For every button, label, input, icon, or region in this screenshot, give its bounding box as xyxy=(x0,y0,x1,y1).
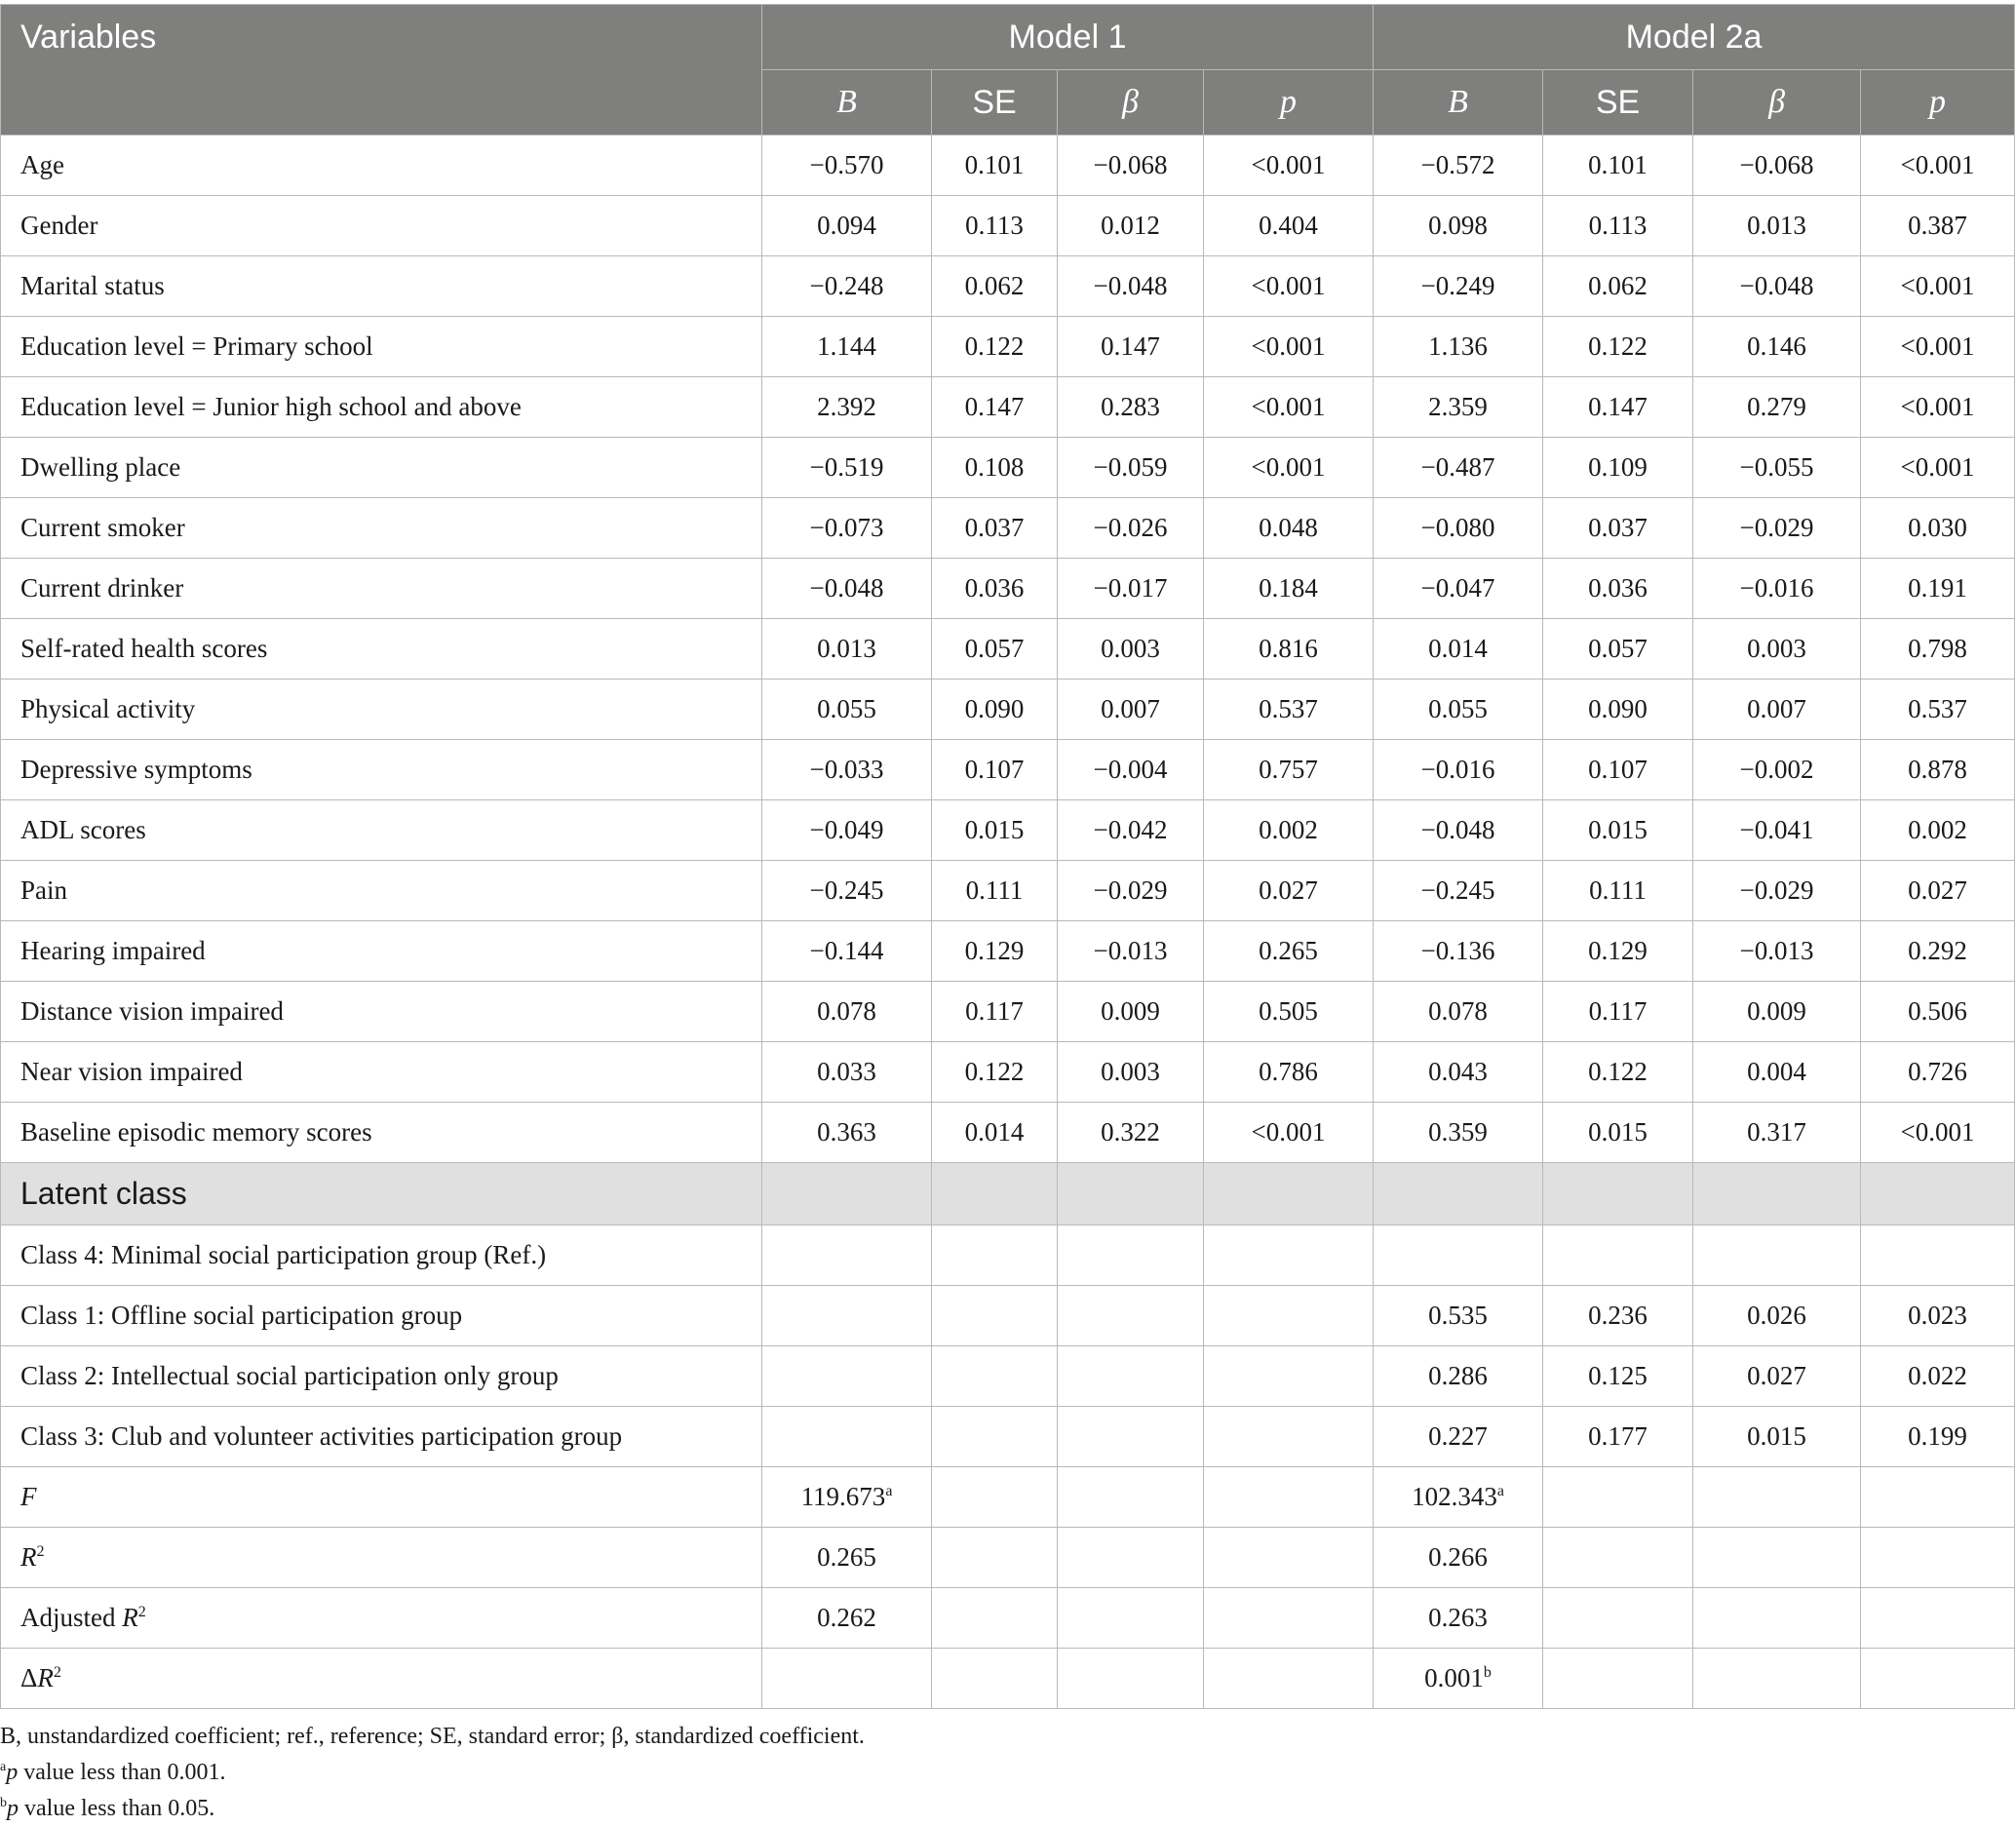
m2-p-header: p xyxy=(1861,70,2015,136)
m2-beta-header: β xyxy=(1693,70,1861,136)
cell-value: 0.537 xyxy=(1204,680,1374,740)
cell-value: 0.098 xyxy=(1374,196,1543,256)
table-row xyxy=(1,1407,2015,1467)
cell-value: 0.757 xyxy=(1204,740,1374,800)
cell-value: 0.227 xyxy=(1374,1407,1543,1467)
cell-value: <0.001 xyxy=(1861,1103,2015,1163)
adjusted-r2-row-model1: 0.262 xyxy=(762,1588,932,1649)
cell-value: 0.002 xyxy=(1204,800,1374,861)
cell-value: 0.113 xyxy=(932,196,1058,256)
row-label: Education level = Primary school xyxy=(1,317,762,377)
r2-row-model2: 0.266 xyxy=(1374,1528,1543,1588)
table-row xyxy=(1,1346,2015,1407)
cell-value: 0.107 xyxy=(1543,740,1693,800)
m1-b-header: B xyxy=(762,70,932,136)
f-stat-row-model2: 102.343$^a$ xyxy=(1374,1467,1543,1528)
cell-value: 0.007 xyxy=(1693,680,1861,740)
cell-value xyxy=(1204,1346,1374,1407)
empty-cell xyxy=(1374,1163,1543,1225)
empty-cell xyxy=(1861,1528,2015,1588)
cell-value: −0.004 xyxy=(1058,740,1204,800)
cell-value: 2.359 xyxy=(1374,377,1543,438)
cell-value: 0.003 xyxy=(1058,619,1204,680)
cell-value: 0.184 xyxy=(1204,559,1374,619)
cell-value: 0.363 xyxy=(762,1103,932,1163)
cell-value: <0.001 xyxy=(1861,377,2015,438)
empty-cell xyxy=(1861,1163,2015,1225)
cell-value: 0.013 xyxy=(1693,196,1861,256)
cell-value: −0.026 xyxy=(1058,498,1204,559)
table-row xyxy=(1,740,2015,800)
cell-value: 0.043 xyxy=(1374,1042,1543,1103)
cell-value: 0.147 xyxy=(1543,377,1693,438)
cell-value: 0.004 xyxy=(1693,1042,1861,1103)
cell-value: −0.245 xyxy=(1374,861,1543,921)
cell-value: −0.136 xyxy=(1374,921,1543,982)
cell-value: 0.094 xyxy=(762,196,932,256)
cell-value xyxy=(932,1346,1058,1407)
empty-cell xyxy=(1204,1588,1374,1649)
cell-value: −0.519 xyxy=(762,438,932,498)
cell-value: −0.245 xyxy=(762,861,932,921)
cell-value xyxy=(932,1225,1058,1286)
section-row xyxy=(1,1163,2015,1225)
cell-value: 0.113 xyxy=(1543,196,1693,256)
cell-value: 0.101 xyxy=(932,136,1058,196)
cell-value: 0.786 xyxy=(1204,1042,1374,1103)
footnote-b: $^b$p value less than 0.05. xyxy=(0,1796,215,1821)
latent-class-heading: Latent class xyxy=(1,1163,762,1225)
cell-value: −0.248 xyxy=(762,256,932,317)
cell-value: <0.001 xyxy=(1204,136,1374,196)
row-label: Class 1: Offline social participation group xyxy=(1,1286,762,1346)
empty-cell xyxy=(1543,1528,1693,1588)
empty-cell xyxy=(932,1467,1058,1528)
row-label: Dwelling place xyxy=(1,438,762,498)
cell-value: −0.048 xyxy=(1058,256,1204,317)
cell-value xyxy=(1374,1225,1543,1286)
table-row xyxy=(1,982,2015,1042)
cell-value xyxy=(1058,1407,1204,1467)
r2-row-model1: 0.265 xyxy=(762,1528,932,1588)
cell-value: 0.009 xyxy=(1058,982,1204,1042)
empty-cell xyxy=(1058,1467,1204,1528)
table-row xyxy=(1,1103,2015,1163)
empty-cell xyxy=(1543,1588,1693,1649)
cell-value: 0.236 xyxy=(1543,1286,1693,1346)
cell-value: 0.122 xyxy=(1543,317,1693,377)
cell-value: −0.016 xyxy=(1374,740,1543,800)
cell-value: 0.122 xyxy=(932,317,1058,377)
row-label: Near vision impaired xyxy=(1,1042,762,1103)
cell-value: 0.147 xyxy=(932,377,1058,438)
cell-value: 0.036 xyxy=(1543,559,1693,619)
cell-value: 0.111 xyxy=(1543,861,1693,921)
m1-beta-header: β xyxy=(1058,70,1204,136)
row-label: ADL scores xyxy=(1,800,762,861)
m2-se-header: SE xyxy=(1543,70,1693,136)
table-row xyxy=(1,921,2015,982)
cell-value: 0.191 xyxy=(1861,559,2015,619)
adjusted-r2-row xyxy=(1,1588,2015,1649)
cell-value: −0.042 xyxy=(1058,800,1204,861)
cell-value xyxy=(1204,1286,1374,1346)
cell-value xyxy=(1204,1407,1374,1467)
cell-value: 0.026 xyxy=(1693,1286,1861,1346)
cell-value: −0.068 xyxy=(1693,136,1861,196)
row-label: Distance vision impaired xyxy=(1,982,762,1042)
cell-value: 0.055 xyxy=(1374,680,1543,740)
cell-value: 0.107 xyxy=(932,740,1058,800)
empty-cell xyxy=(1693,1588,1861,1649)
empty-cell xyxy=(1861,1588,2015,1649)
m1-se-header: SE xyxy=(932,70,1058,136)
cell-value: 0.030 xyxy=(1861,498,2015,559)
empty-cell xyxy=(932,1649,1058,1709)
row-label: Current smoker xyxy=(1,498,762,559)
cell-value: 0.078 xyxy=(1374,982,1543,1042)
empty-cell xyxy=(1058,1588,1204,1649)
cell-value: 0.109 xyxy=(1543,438,1693,498)
cell-value: 0.404 xyxy=(1204,196,1374,256)
cell-value: −0.029 xyxy=(1058,861,1204,921)
variables-header: Variables xyxy=(1,5,762,136)
table-row xyxy=(1,317,2015,377)
table-row xyxy=(1,861,2015,921)
empty-cell xyxy=(762,1163,932,1225)
cell-value: −0.059 xyxy=(1058,438,1204,498)
cell-value: 0.117 xyxy=(1543,982,1693,1042)
table-row xyxy=(1,619,2015,680)
f-stat-row-model1: 119.673$^a$ xyxy=(762,1467,932,1528)
model2-header: Model 2a xyxy=(1374,5,2015,70)
cell-value: 0.122 xyxy=(932,1042,1058,1103)
cell-value: <0.001 xyxy=(1204,317,1374,377)
empty-cell xyxy=(1204,1649,1374,1709)
cell-value: 0.878 xyxy=(1861,740,2015,800)
cell-value: 0.015 xyxy=(1693,1407,1861,1467)
cell-value: 0.027 xyxy=(1693,1346,1861,1407)
cell-value xyxy=(762,1225,932,1286)
cell-value xyxy=(762,1346,932,1407)
cell-value: 0.535 xyxy=(1374,1286,1543,1346)
cell-value: 0.125 xyxy=(1543,1346,1693,1407)
cell-value: −0.013 xyxy=(1693,921,1861,982)
table-row xyxy=(1,1042,2015,1103)
cell-value: −0.016 xyxy=(1693,559,1861,619)
empty-cell xyxy=(1693,1649,1861,1709)
cell-value: 0.146 xyxy=(1693,317,1861,377)
cell-value: −0.249 xyxy=(1374,256,1543,317)
cell-value: 0.122 xyxy=(1543,1042,1693,1103)
empty-cell xyxy=(1543,1467,1693,1528)
footnote-a: $^a$p value less than 0.001. xyxy=(0,1760,226,1785)
cell-value: −0.055 xyxy=(1693,438,1861,498)
cell-value: 0.283 xyxy=(1058,377,1204,438)
cell-value: 0.177 xyxy=(1543,1407,1693,1467)
cell-value: 1.144 xyxy=(762,317,932,377)
cell-value: <0.001 xyxy=(1204,438,1374,498)
cell-value: −0.572 xyxy=(1374,136,1543,196)
table-row xyxy=(1,498,2015,559)
cell-value: −0.047 xyxy=(1374,559,1543,619)
cell-value: 0.012 xyxy=(1058,196,1204,256)
cell-value xyxy=(932,1407,1058,1467)
r2-row-label: $R^2$ xyxy=(1,1528,762,1588)
table-body xyxy=(1,136,2015,1709)
cell-value: 0.726 xyxy=(1861,1042,2015,1103)
empty-cell xyxy=(1543,1163,1693,1225)
cell-value: 0.117 xyxy=(932,982,1058,1042)
r2-row xyxy=(1,1528,2015,1588)
empty-cell xyxy=(1693,1467,1861,1528)
cell-value: 0.292 xyxy=(1861,921,2015,982)
cell-value: 0.317 xyxy=(1693,1103,1861,1163)
row-label: Gender xyxy=(1,196,762,256)
cell-value: 0.387 xyxy=(1861,196,2015,256)
row-label: Baseline episodic memory scores xyxy=(1,1103,762,1163)
cell-value: 0.009 xyxy=(1693,982,1861,1042)
row-label: Self-rated health scores xyxy=(1,619,762,680)
cell-value: 0.129 xyxy=(932,921,1058,982)
cell-value: <0.001 xyxy=(1861,136,2015,196)
delta-r2-row-label: $\Delta R^2$ xyxy=(1,1649,762,1709)
cell-value: 0.013 xyxy=(762,619,932,680)
table-notes xyxy=(0,1719,2016,1827)
cell-value: 0.033 xyxy=(762,1042,932,1103)
row-label: Physical activity xyxy=(1,680,762,740)
f-stat-row-label: F xyxy=(1,1467,762,1528)
empty-cell xyxy=(1204,1467,1374,1528)
row-label: Class 2: Intellectual social participation only group xyxy=(1,1346,762,1407)
model1-header: Model 1 xyxy=(762,5,1374,70)
delta-r2-row xyxy=(1,1649,2015,1709)
cell-value xyxy=(1204,1225,1374,1286)
cell-value: <0.001 xyxy=(1861,317,2015,377)
row-label: Current drinker xyxy=(1,559,762,619)
cell-value: −0.033 xyxy=(762,740,932,800)
cell-value: 0.057 xyxy=(932,619,1058,680)
cell-value: −0.487 xyxy=(1374,438,1543,498)
cell-value: 0.007 xyxy=(1058,680,1204,740)
cell-value xyxy=(932,1286,1058,1346)
table-row xyxy=(1,1286,2015,1346)
cell-value: 0.014 xyxy=(1374,619,1543,680)
cell-value: 0.147 xyxy=(1058,317,1204,377)
empty-cell xyxy=(1861,1649,2015,1709)
cell-value xyxy=(762,1407,932,1467)
cell-value: <0.001 xyxy=(1204,256,1374,317)
table-row xyxy=(1,800,2015,861)
cell-value: 0.322 xyxy=(1058,1103,1204,1163)
table-row xyxy=(1,136,2015,196)
cell-value: −0.048 xyxy=(1693,256,1861,317)
cell-value xyxy=(762,1286,932,1346)
row-label: Class 3: Club and volunteer activities participation group xyxy=(1,1407,762,1467)
cell-value: 0.002 xyxy=(1861,800,2015,861)
empty-cell xyxy=(1693,1163,1861,1225)
empty-cell xyxy=(1204,1528,1374,1588)
cell-value: −0.041 xyxy=(1693,800,1861,861)
cell-value xyxy=(1058,1346,1204,1407)
cell-value: −0.080 xyxy=(1374,498,1543,559)
cell-value: 0.022 xyxy=(1861,1346,2015,1407)
table-row xyxy=(1,196,2015,256)
cell-value: 0.101 xyxy=(1543,136,1693,196)
empty-cell xyxy=(1058,1528,1204,1588)
cell-value xyxy=(1058,1286,1204,1346)
cell-value: 0.015 xyxy=(1543,1103,1693,1163)
cell-value: 0.798 xyxy=(1861,619,2015,680)
cell-value: 0.015 xyxy=(1543,800,1693,861)
empty-cell xyxy=(1861,1467,2015,1528)
cell-value: 0.816 xyxy=(1204,619,1374,680)
empty-cell xyxy=(932,1588,1058,1649)
m2-b-header: B xyxy=(1374,70,1543,136)
cell-value: 0.286 xyxy=(1374,1346,1543,1407)
cell-value: 0.090 xyxy=(932,680,1058,740)
cell-value: 0.003 xyxy=(1693,619,1861,680)
row-label: Marital status xyxy=(1,256,762,317)
row-label: Age xyxy=(1,136,762,196)
cell-value: 0.048 xyxy=(1204,498,1374,559)
cell-value: −0.068 xyxy=(1058,136,1204,196)
cell-value: 0.037 xyxy=(932,498,1058,559)
cell-value: 0.037 xyxy=(1543,498,1693,559)
cell-value: 0.108 xyxy=(932,438,1058,498)
cell-value: 0.003 xyxy=(1058,1042,1204,1103)
cell-value: 1.136 xyxy=(1374,317,1543,377)
cell-value: 0.078 xyxy=(762,982,932,1042)
cell-value: 0.027 xyxy=(1861,861,2015,921)
empty-cell xyxy=(932,1163,1058,1225)
row-label: Hearing impaired xyxy=(1,921,762,982)
cell-value: −0.029 xyxy=(1693,498,1861,559)
table-row xyxy=(1,559,2015,619)
cell-value: −0.073 xyxy=(762,498,932,559)
table-row xyxy=(1,680,2015,740)
m1-p-header: p xyxy=(1204,70,1374,136)
cell-value: 0.027 xyxy=(1204,861,1374,921)
cell-value: 0.265 xyxy=(1204,921,1374,982)
cell-value: 0.537 xyxy=(1861,680,2015,740)
cell-value: −0.570 xyxy=(762,136,932,196)
adjusted-r2-row-model2: 0.263 xyxy=(1374,1588,1543,1649)
cell-value: −0.144 xyxy=(762,921,932,982)
cell-value: −0.048 xyxy=(1374,800,1543,861)
cell-value: 0.506 xyxy=(1861,982,2015,1042)
empty-cell xyxy=(1058,1649,1204,1709)
table-row xyxy=(1,377,2015,438)
cell-value: 0.129 xyxy=(1543,921,1693,982)
cell-value: 0.359 xyxy=(1374,1103,1543,1163)
empty-cell xyxy=(1693,1528,1861,1588)
adjusted-r2-row-label: Adjusted $R^2$ xyxy=(1,1588,762,1649)
cell-value: −0.049 xyxy=(762,800,932,861)
table-row xyxy=(1,1225,2015,1286)
cell-value: 0.199 xyxy=(1861,1407,2015,1467)
cell-value: −0.017 xyxy=(1058,559,1204,619)
abbreviation-note: B, unstandardized coefficient; ref., reference; SE, standard error; β, standardized coefficient. xyxy=(0,1724,865,1749)
delta-r2-row-model2: 0.001$^b$ xyxy=(1374,1649,1543,1709)
cell-value: 0.023 xyxy=(1861,1286,2015,1346)
regression-table xyxy=(0,4,2015,1709)
cell-value: 2.392 xyxy=(762,377,932,438)
cell-value: 0.279 xyxy=(1693,377,1861,438)
cell-value: 0.015 xyxy=(932,800,1058,861)
row-label: Depressive symptoms xyxy=(1,740,762,800)
cell-value: 0.062 xyxy=(1543,256,1693,317)
cell-value: <0.001 xyxy=(1861,438,2015,498)
cell-value: <0.001 xyxy=(1861,256,2015,317)
row-label: Education level = Junior high school and above xyxy=(1,377,762,438)
cell-value: 0.036 xyxy=(932,559,1058,619)
cell-value xyxy=(1543,1225,1693,1286)
cell-value: 0.062 xyxy=(932,256,1058,317)
cell-value: <0.001 xyxy=(1204,1103,1374,1163)
cell-value: <0.001 xyxy=(1204,377,1374,438)
f-stat-row xyxy=(1,1467,2015,1528)
empty-cell xyxy=(932,1528,1058,1588)
table-row xyxy=(1,256,2015,317)
cell-value: 0.014 xyxy=(932,1103,1058,1163)
row-label: Pain xyxy=(1,861,762,921)
delta-r2-row-model1 xyxy=(762,1649,932,1709)
cell-value: 0.055 xyxy=(762,680,932,740)
table-row xyxy=(1,438,2015,498)
empty-cell xyxy=(1058,1163,1204,1225)
cell-value: −0.002 xyxy=(1693,740,1861,800)
cell-value: 0.090 xyxy=(1543,680,1693,740)
row-label: Class 4: Minimal social participation group (Ref.) xyxy=(1,1225,762,1286)
cell-value: −0.048 xyxy=(762,559,932,619)
empty-cell xyxy=(1543,1649,1693,1709)
table-container xyxy=(0,4,2016,1827)
empty-cell xyxy=(1204,1163,1374,1225)
cell-value xyxy=(1693,1225,1861,1286)
cell-value: 0.111 xyxy=(932,861,1058,921)
cell-value: 0.505 xyxy=(1204,982,1374,1042)
cell-value xyxy=(1861,1225,2015,1286)
cell-value: −0.013 xyxy=(1058,921,1204,982)
cell-value: −0.029 xyxy=(1693,861,1861,921)
cell-value xyxy=(1058,1225,1204,1286)
cell-value: 0.057 xyxy=(1543,619,1693,680)
